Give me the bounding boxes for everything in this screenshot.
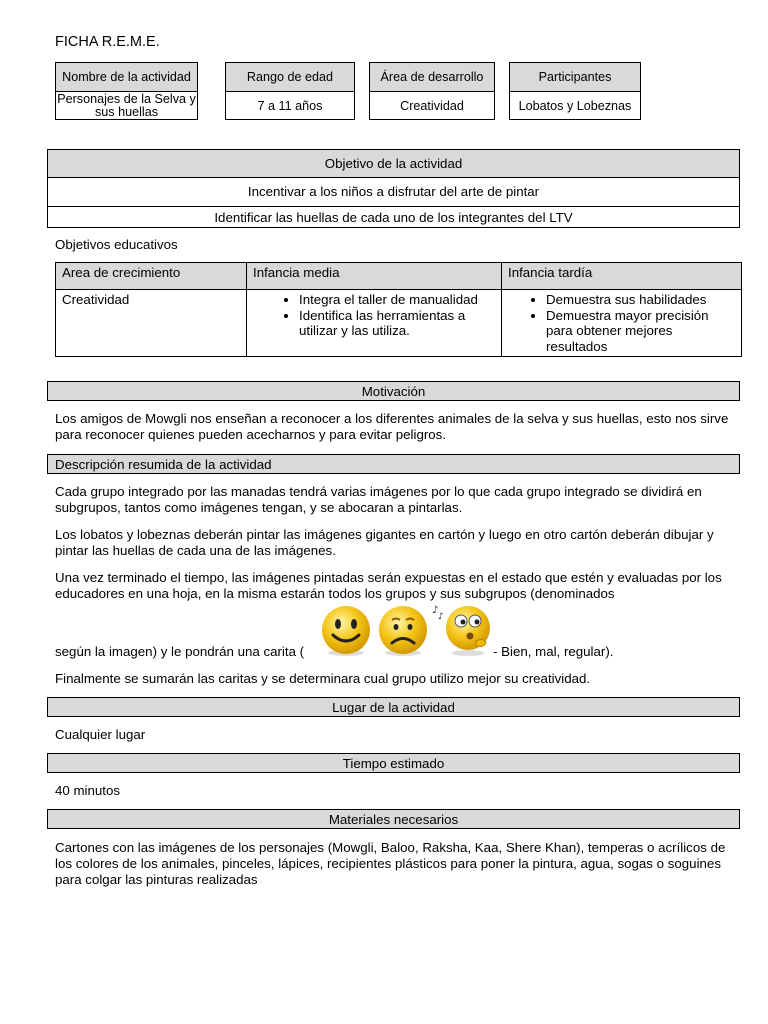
sad-face-icon — [379, 606, 427, 656]
card-participants — [509, 62, 641, 120]
table-row — [56, 290, 742, 357]
card-header: Participantes — [510, 63, 640, 92]
objective-row: Incentivar a los niños a disfrutar del arte de pintar — [47, 177, 740, 207]
educational-objectives-table — [55, 262, 742, 357]
card-development-area — [369, 62, 495, 120]
materials-header: Materiales necesarios — [47, 809, 740, 829]
card-value: 7 a 11 años — [257, 98, 323, 113]
column-header: Infancia media — [247, 263, 502, 290]
place-text: Cualquier lugar — [55, 727, 146, 742]
description-p4: Finalmente se sumarán las caritas y se determinara cual grupo utilizo mejor su creatividad. — [55, 671, 591, 686]
card-activity-name — [55, 62, 198, 120]
description-p3: Una vez terminado el tiempo, las imágenes pintadas serán expuestas en el estado que estén y evaluadas por los educadores en una hoja, en la misma estarán todos los grupos y sus subgrupos (denominados — [55, 570, 722, 601]
description-p1: Cada grupo integrado por las manadas tendrá varias imágenes por lo que cada grupo integrado se dividirá en subgrupos, tantos como imágenes tengan, y se abocaran a pintarlas. — [55, 484, 702, 515]
table-cell — [502, 290, 742, 357]
educational-label: Objetivos educativos — [55, 237, 178, 252]
motivation-text: Los amigos de Mowgli nos enseñan a reconocer a los diferentes animales de la selva y sus huellas, esto nos sirve para reconocer quienes pueden acecharnos y para evitar peligros. — [55, 411, 729, 442]
column-header: Area de crecimiento — [56, 263, 247, 290]
table-cell — [247, 290, 502, 357]
objective-header: Objetivo de la actividad — [47, 149, 740, 178]
page-title: FICHA R.E.M.E. — [55, 34, 160, 50]
objective-row: Identificar las huellas de cada uno de los integrantes del LTV — [47, 207, 740, 228]
card-header: Nombre de la actividad — [56, 63, 197, 92]
faces-line-before: según la imagen) y le pondrán una carita ( — [55, 644, 305, 659]
list-item: • Identifica las herramientas a utilizar y las utiliza. — [299, 308, 495, 339]
card-age-range — [225, 62, 355, 120]
faces-group — [318, 603, 496, 659]
description-p2: Los lobatos y lobeznas deberán pintar las imágenes gigantes en cartón y luego en otro cartón deberán dibujar y pintar las huellas de cada una de las imágenes. — [55, 527, 714, 558]
card-header: Rango de edad — [226, 63, 354, 92]
thinking-face-icon — [432, 605, 490, 656]
list-item: • Integra el taller de manualidad — [299, 292, 495, 308]
description-header: Descripción resumida de la actividad — [47, 454, 740, 474]
description-p3-faces-line — [55, 644, 304, 660]
card-value: Lobatos y Lobeznas — [518, 98, 632, 113]
column-header: Infancia tardía — [502, 263, 742, 290]
time-header: Tiempo estimado — [47, 753, 740, 773]
motivation-header: Motivación — [47, 381, 740, 401]
card-header: Área de desarrollo — [370, 63, 494, 92]
svg-text:♪: ♪ — [432, 605, 439, 616]
list-item: • Demuestra sus habilidades — [546, 292, 735, 308]
svg-text:♪: ♪ — [438, 612, 444, 622]
list-item: • Demuestra mayor precisión para obtener mejores resultados — [546, 308, 735, 355]
faces-line-after: - Bien, mal, regular). — [493, 644, 614, 659]
table-cell: Creatividad — [56, 290, 247, 357]
time-text: 40 minutos — [55, 783, 121, 798]
materials-text: Cartones con las imágenes de los personajes (Mowgli, Baloo, Raksha, Kaa, Shere Khan), temperas o acrílicos de los colores de los animales, pinceles, lápices, recipientes plásticos para poner la pintura, agua, sogas o soguines para colgar las pinturas realizadas — [55, 840, 726, 887]
table-header-row — [56, 263, 742, 290]
card-value: Personajes de la Selva y sus huellas — [57, 92, 196, 119]
happy-face-icon — [322, 606, 370, 656]
place-header: Lugar de la actividad — [47, 697, 740, 717]
card-value: Creatividad — [400, 98, 464, 113]
